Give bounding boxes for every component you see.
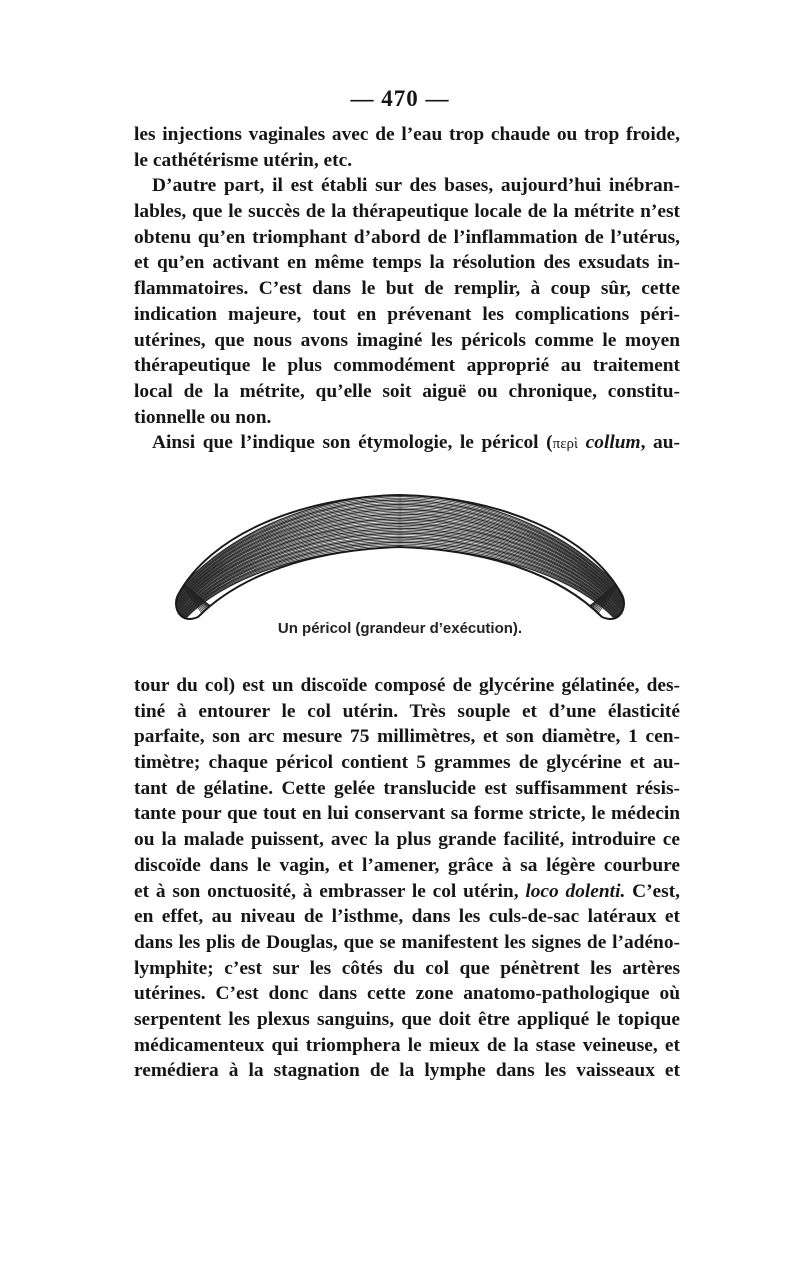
text-line: utérines, que nous avons imaginé les péricols comme le moyen <box>134 329 680 351</box>
text-line: serpentent les plexus sanguins, que doit être appliqué le topique <box>134 1008 680 1030</box>
loco-dolenti-line <box>134 879 680 905</box>
text-line: dans les plis de Douglas, que se manifestent les signes de l’adéno- <box>134 931 680 953</box>
text-line: ou la malade puissent, avec la plus grande facilité, introduire ce <box>134 829 680 851</box>
text-line: obtenu qu’en triomphant d’abord de l’inflammation de l’utérus, <box>134 226 680 248</box>
etymology-line <box>134 430 680 456</box>
text-line: utérines. C’est donc dans cette zone anatomo-pathologique où <box>134 983 680 1005</box>
text-line: thérapeutique le plus commodément approprié au traitement <box>134 355 680 377</box>
text-line: en effet, au niveau de l’isthme, dans les culs-de-sac latéraux et <box>134 906 680 928</box>
text-line: remédiera à la stagnation de la lymphe dans les vaisseaux et <box>134 1060 680 1082</box>
text-line: flammatoires. C’est dans le but de remplir, à coup sûr, cette <box>134 278 680 300</box>
text-line: discoïde dans le vagin, et l’amener, grâce à sa légère courbure <box>134 854 680 876</box>
text-line: indication majeure, tout en prévenant les complications péri- <box>134 303 680 325</box>
etymology-text-before: Ainsi que l’indique son étymologie, le péricol ( <box>152 432 553 454</box>
text-line: timètre; chaque péricol contient 5 grammes de glycérine et au- <box>134 752 680 774</box>
etymology-text-after: , au- <box>640 432 680 454</box>
latin-word: collum <box>585 432 641 454</box>
text-line: tiné à entourer le col utérin. Très souple et d’une élasticité <box>134 700 680 722</box>
page-number: — 470 — <box>350 86 450 111</box>
text-line: et qu’en activant en même temps la résolution des exsudats in- <box>134 252 680 274</box>
text-line: local de la métrite, qu’elle soit aiguë ou chronique, constitu- <box>134 380 680 402</box>
pericol-hatching <box>170 495 630 625</box>
text-line: tour du col) est un discoïde composé de glycérine gélatinée, des- <box>134 675 680 696</box>
bottom-paragraph <box>134 673 680 1084</box>
top-paragraphs <box>134 122 680 456</box>
text-line: médicamenteux qui triomphera le mieux de la stase veineuse, et <box>134 1034 680 1056</box>
greek-word: περὶ <box>552 436 579 453</box>
text-line: le cathétérisme utérin, etc. <box>134 149 353 171</box>
loco-text-before: et à son onctuosité, à embrasser le col utérin, <box>134 880 526 902</box>
hatch-line <box>180 545 621 623</box>
figure-caption: Un péricol (grandeur d’exécution). <box>277 620 523 637</box>
text-line: tante pour que tout en lui conservant sa forme stricte, le médecin <box>134 803 680 825</box>
text-line: D’autre part, il est établi sur des bases, aujourd’hui inébran- <box>152 175 680 197</box>
text-line: parfaite, son arc mesure 75 millimètres, et son diamètre, 1 cen- <box>134 726 680 748</box>
loco-text-after: C’est, <box>625 880 681 902</box>
pericol-illustration <box>150 475 650 635</box>
text-line: lymphite; c’est sur les côtés du col que pénètrent les artères <box>134 957 680 979</box>
text-line: tant de gélatine. Cette gelée translucide est suffisamment résis- <box>134 777 680 799</box>
text-line: lables, que le succès de la thérapeutique locale de la métrite n’est <box>134 201 680 223</box>
loco-dolenti-phrase: loco dolenti. <box>525 880 626 902</box>
text-line: tionnelle ou non. <box>134 406 272 428</box>
text-line: les injections vaginales avec de l’eau trop chaude ou trop froide, <box>134 124 680 145</box>
